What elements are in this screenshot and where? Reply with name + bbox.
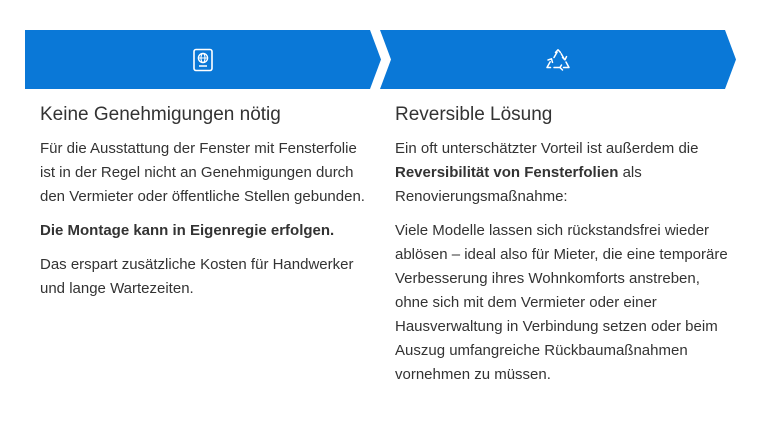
- arrow-banner: [380, 30, 736, 89]
- recycle-icon: [545, 48, 571, 72]
- feature-text-bold: Die Montage kann in Eigenregie erfolgen.: [40, 222, 335, 239]
- feature-title: Keine Genehmigungen nötig: [40, 104, 281, 125]
- feature-text: Viele Modelle lassen sich rückstandsfrei wieder ablösen – ideal also für Mieter, die eine temporäre Verbesserung ihres Wohnkomforts anstreben, ohne sich mit dem Vermieter oder einer Hausverwaltung in Verbindung setzen oder beim Auszug umfangreiche Rückbaumaßnahmen vornehmen zu müssen.: [395, 222, 728, 383]
- arrow-banner: [25, 30, 381, 89]
- feature-column-no-permits: [25, 30, 381, 301]
- feature-title: Reversible Lösung: [395, 104, 553, 125]
- feature-text: Das erspart zusätzliche Kosten für Handwerker und lange Wartezeiten.: [40, 256, 354, 297]
- feature-column-reversible: [380, 30, 736, 387]
- passport-icon: [192, 48, 214, 72]
- feature-text: Ein oft unterschätzter Vorteil ist außerdem die Reversibilität von Fensterfolien als Renovierungsmaßnahme:: [395, 140, 699, 205]
- feature-text: Für die Ausstattung der Fenster mit Fensterfolie ist in der Regel nicht an Genehmigungen durch den Vermieter oder öffentliche Stellen gebunden.: [40, 140, 365, 205]
